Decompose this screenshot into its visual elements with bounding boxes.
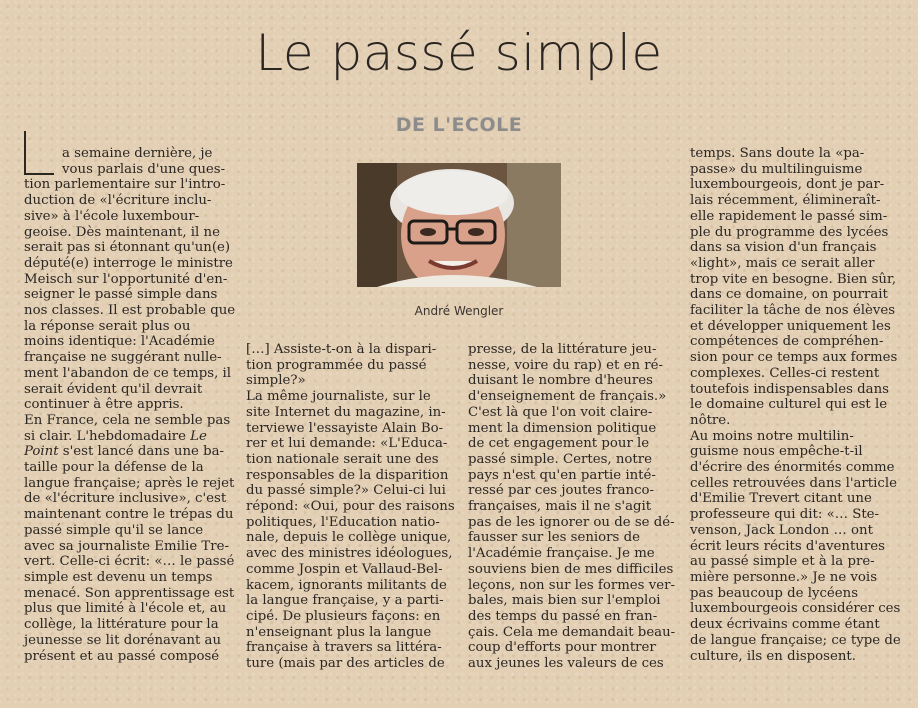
text-line: celles retrouvées dans l'article xyxy=(690,475,897,491)
text-line: compétences de compréhen- xyxy=(690,334,884,350)
article-title: Le passé simple xyxy=(255,24,663,82)
text-line: n'enseignant plus la langue xyxy=(246,624,432,640)
text-line: aux jeunes les valeurs de ces xyxy=(468,656,664,672)
text-line: avec des ministres idéologues, xyxy=(246,546,453,562)
text-line: La même journaliste, sur le xyxy=(246,389,431,405)
text-line: geoise. Dès maintenant, il ne xyxy=(24,224,220,240)
text-line: bales, mais bien sur l'emploi xyxy=(468,593,661,609)
text-line: de langue française; ce type de xyxy=(690,632,901,648)
text-line: ture (mais par des articles de xyxy=(246,656,445,672)
text-line: sion pour ce temps aux formes xyxy=(690,350,898,366)
text-line: vous parlais d'une ques- xyxy=(62,161,226,177)
text-line: nale, depuis le collège unique, xyxy=(246,530,452,546)
text-line: temps. Sans doute la «pa- xyxy=(690,146,865,161)
text-line: répond: «Oui, pour des raisons xyxy=(246,499,455,515)
text-line: a semaine dernière, je xyxy=(62,146,213,161)
text-line: C'est là que l'on voit claire- xyxy=(468,404,653,420)
text-line: faciliter la tâche de nos élèves xyxy=(690,303,896,319)
text-line: rer et lui demande: «L'Educa- xyxy=(246,436,448,452)
text-line: comme Jospin et Vallaud-Bel- xyxy=(246,561,443,577)
text-line: dans sa vision d'un français xyxy=(690,240,877,256)
text-line: ressé par ces joutes franco- xyxy=(468,483,655,499)
text-line: site Internet du magazine, in- xyxy=(246,404,446,420)
text-line: si clair. L'hebdomadaire Le xyxy=(24,428,207,444)
text-line: pas beaucoup de lycéens xyxy=(690,585,859,601)
text-line: «light», mais ce serait aller xyxy=(690,255,875,271)
text-line: pas de les ignorer ou de se dé- xyxy=(468,514,675,530)
text-line: le domaine culturel qui est le xyxy=(690,397,888,413)
article-column-1 xyxy=(24,146,236,664)
text-line: d'enseignement de français.» xyxy=(468,389,667,405)
text-line: continuer à être appris. xyxy=(24,397,184,413)
text-line: et développer uniquement les xyxy=(690,318,891,334)
text-line: culture, ils en disposent. xyxy=(690,648,856,664)
article-column-4 xyxy=(690,146,901,664)
text-line: ple du programme des lycées xyxy=(690,224,889,240)
text-line: nôtre. xyxy=(690,412,731,428)
text-line: ment la dimension politique xyxy=(468,420,657,436)
text-line: trop vite en besogne. Bien sûr, xyxy=(690,271,897,287)
text-line: cipé. De plusieurs façons: en xyxy=(246,608,441,624)
text-line: fausser sur les seniors de xyxy=(468,530,640,546)
text-line: Point s'est lancé dans une ba- xyxy=(24,444,225,460)
text-line: luxembourgeois, dont je par- xyxy=(690,177,885,193)
text-line: pays n'est qu'en partie inté- xyxy=(468,467,656,483)
text-line: deux écrivains comme étant xyxy=(690,617,880,633)
text-line: écrit leurs récits d'aventures xyxy=(690,538,885,554)
text-line: çais. Cela me demandait beau- xyxy=(468,624,676,640)
text-line: tion programmée du passé xyxy=(246,357,427,373)
text-line: moins identique: l'Académie xyxy=(24,334,215,350)
text-line: souviens bien de mes difficiles xyxy=(468,561,674,577)
photo-caption: André Wengler xyxy=(414,304,504,318)
text-line: collège, la littérature pour la xyxy=(24,617,219,633)
text-line: lais récemment, élimineraît- xyxy=(690,193,881,209)
text-line: des temps du passé en fran- xyxy=(468,608,658,624)
article-column-2 xyxy=(246,342,455,672)
text-line: plus que limité à l'école et, au xyxy=(24,601,227,617)
text-line: simple est devenu un temps xyxy=(24,569,213,585)
text-line: seigner le passé simple dans xyxy=(24,287,218,303)
text-line: ment l'abandon de ce temps, il xyxy=(24,365,232,381)
text-line: nesse, voire du rap) et en ré- xyxy=(468,357,663,373)
article-column-3 xyxy=(468,342,674,672)
column-kicker: DE L'ECOLE xyxy=(395,114,523,136)
text-line: taille pour la défense de la xyxy=(24,460,204,476)
text-line: tion nationale serait une des xyxy=(246,451,439,467)
text-line: guisme nous empêche-t-il xyxy=(690,444,863,460)
text-line: elle rapidement le passé sim- xyxy=(690,208,888,224)
text-line: […] Assiste-t-on à la dispari- xyxy=(246,342,437,357)
text-line: passé simple qu'il se lance xyxy=(24,522,204,538)
text-line: langue française; après le rejet xyxy=(24,475,235,491)
text-line: terviewe l'essayiste Alain Bo- xyxy=(246,420,444,436)
text-line: l'Académie française. Je me xyxy=(468,546,655,562)
text-line: duisant le nombre d'heures xyxy=(468,373,653,389)
text-line: passé simple. Certes, notre xyxy=(468,451,652,467)
text-line: jeunesse se lit dorénavant au xyxy=(24,632,222,648)
text-line: duction de «l'écriture inclu- xyxy=(24,193,212,209)
text-line: du passé simple?» Celui-ci lui xyxy=(246,483,446,499)
text-line: passe» du multilinguisme xyxy=(690,161,863,177)
text-line: toutefois indispensables dans xyxy=(690,381,889,397)
text-line: française à travers sa littéra- xyxy=(246,640,442,656)
text-line: professeure qui dit: «… Ste- xyxy=(690,507,880,523)
text-line: la langue française, y a parti- xyxy=(246,593,444,609)
text-line: de «l'écriture inclusive», c'est xyxy=(24,491,227,507)
text-line: menacé. Son apprentissage est xyxy=(24,585,235,601)
text-line: de cet engagement pour le xyxy=(468,436,650,452)
text-line: vert. Celle-ci écrit: «… le passé xyxy=(24,554,235,570)
text-line: mière personne.» Je ne vois xyxy=(690,569,878,585)
text-line: au passé simple et à la pre- xyxy=(690,554,875,570)
text-line: la réponse serait plus ou xyxy=(24,318,191,334)
text-line: d'écrire des énormités comme xyxy=(690,460,895,476)
text-line: serait évident qu'il devrait xyxy=(24,381,203,397)
text-line: dans ce domaine, on pourrait xyxy=(690,287,888,303)
text-line: françaises, mais il ne s'agit xyxy=(468,499,652,515)
text-line: tion parlementaire sur l'intro- xyxy=(24,177,226,193)
text-line: complexes. Celles-ci restent xyxy=(690,365,880,381)
text-line: presse, de la littérature jeu- xyxy=(468,342,657,357)
text-line: maintenant contre le trépas du xyxy=(24,507,234,523)
text-line: d'Emilie Trevert citant une xyxy=(690,491,872,507)
author-photo xyxy=(357,163,561,287)
text-line: Meisch sur l'opportunité d'en- xyxy=(24,271,228,287)
text-line: française ne suggérant nulle- xyxy=(24,350,222,366)
text-line: politiques, l'Education natio- xyxy=(246,514,440,530)
text-line: présent et au passé composé xyxy=(24,648,220,664)
text-line: serait pas si étonnant qu'un(e) xyxy=(24,240,231,256)
text-line: En France, cela ne semble pas xyxy=(24,412,231,428)
text-line: sive» à l'école luxembour- xyxy=(24,208,200,224)
text-line: venson, Jack London … ont xyxy=(690,522,873,538)
text-line: kacem, ignorants militants de xyxy=(246,577,447,593)
text-line: responsables de la disparition xyxy=(246,467,449,483)
text-line: luxembourgeois considérer ces xyxy=(690,601,901,617)
text-line: nos classes. Il est probable que xyxy=(24,303,236,319)
text-line: leçons, non sur les formes ver- xyxy=(468,577,675,593)
text-line: simple?» xyxy=(246,373,306,389)
text-line: coup d'efforts pour montrer xyxy=(468,640,656,656)
text-line: Au moins notre multilin- xyxy=(690,428,854,444)
text-line: député(e) interroge le ministre xyxy=(24,255,233,271)
text-line: avec sa journaliste Emilie Tre- xyxy=(24,538,230,554)
